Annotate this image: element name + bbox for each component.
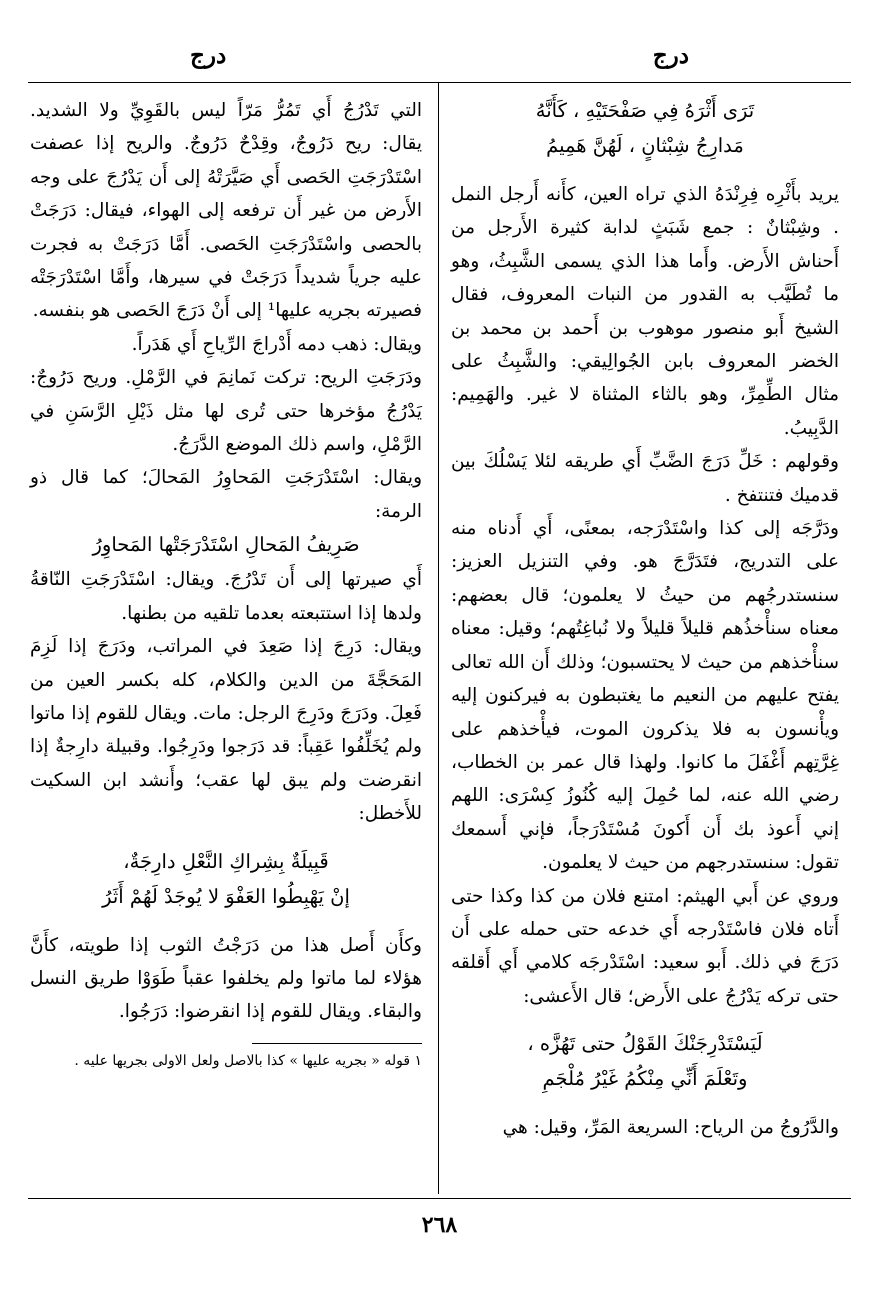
paragraph: يريد بأَثْرِه فِرِنْدَهُ الذي تراه العين، كأَنه أَرجل النمل . وشِبْثانٌ : جمع شَبَثٍ لدابة كثيرة الأَرجل من أَحناش الأَرض. وأَما هذا الذي يسمى الشَّبِثُ، وهو ما تُطَيَّب به القدور من النبات المعروف، فقال الشيخ أَبو منصور موهوب بن أَحمد بن محمد بن الخضر المعروف بابن الجُوالِيقي: والشَّبِثُ على مثال الطِّمِرِّ، وهو بالثاء المثناة لا غير. والهَمِيم: الدَّبِيبُ. — [451, 184, 839, 439]
page-number: ٢٦٨ — [421, 1212, 458, 1238]
verse-line: صَرِيفُ المَحالِ اسْتَدْرَجَتْها المَحاوِرُ — [92, 533, 360, 557]
paragraph: ودَرَّجَه إلى كذا واسْتَدْرَجه، بمعنًى، أَي أَدناه منه على التدريج، فتَدَرَّجَ هو. وفي التنزيل العزيز: سنستدرجُهم من حيثُ لا يعلمون؛ قال بعضهم: معناه سنأْخذُهم قليلاً قليلاً ولا نُباغِتُهم؛ وقيل: معناه سنأْخذهم من حيث لا يحتسبون؛ وذلك أَن الله تعالى يفتح عليهم من النعيم ما يغتبطون به فيركنون إليه ويأْنسون به فلا يذكرون الموت، فيأْخذهم على غِرَّتِهم أَغْفَلَ ما كانوا. ولهذا قال عمر بن الخطاب، رضي الله عنه، لما حُمِلَ إليه كُنُوزُ كِسْرَى: اللهم إني أَعوذ بك أَن أَكونَ مُسْتَدْرَجاً، فإني أَسمعك تقول: سنستدرجهم من حيث لا يعلمون. — [451, 518, 839, 874]
bottom-rule — [28, 1198, 851, 1199]
verse-line: وتَعْلَمَ أَنِّي مِنْكُمُ غَيْرُ مُلْجَمِ — [542, 1067, 748, 1091]
paragraph: أَي صيرتها إلى أَن تَدْرُجَ. ويقال: اسْتَدْرَجَتِ النّاقةُ ولدها إذا استتبعته بعدما تلقيه من بطنها. — [30, 569, 422, 624]
verse — [451, 1027, 839, 1095]
paragraph: والدَّرُوجُ من الرياح: السريعة المَرِّ، وقيل: هي — [502, 1117, 839, 1139]
left-column — [30, 94, 422, 1072]
footnote: ١ قوله « بجريه عليها » كذا بالاصل ولعل الاولى بجريها عليه . — [74, 1052, 422, 1069]
paragraph: ويقال: ذهب دمه أَدْراجَ الرِّياحِ أَي هَدَراً. — [131, 333, 422, 355]
top-rule — [28, 82, 851, 83]
verse — [30, 845, 422, 913]
paragraph: وكأَن أَصل هذا من دَرَجْتُ الثوب إذا طويته، كأَنَّ هؤلاء لما ماتوا ولم يخلفوا عقباً طَوَوْا طريق النسل والبقاء. ويقال للقوم إذا انقرضوا: دَرَجُوا. — [30, 934, 422, 1023]
verse-line: مَدارِجُ شِبْثانٍ ، لَهُنَّ هَمِيمُ — [546, 134, 744, 157]
header-left: درج — [190, 42, 227, 69]
right-column — [451, 94, 839, 1145]
verse-line: لَيَسْتَدْرِجَنْكَ القَوْلُ حتى تَهُزَّه ، — [527, 1032, 763, 1056]
paragraph: ودَرَجَتِ الريح: تركت نَمانِمَ في الرَّمْلِ. وريح دَرُوجٌ: يَدْرُجُ مؤخرها حتى تُرى لها مثل ذَيْلِ الرَّسَنِ في الرَّمْلِ، واسم ذلك الموضع الدَّرَجُ. — [30, 367, 422, 456]
footnote-rule — [252, 1043, 422, 1044]
paragraph: وقولهم : خَلِّ دَرَجَ الضَّبِّ أَي طريقه لئلا يَسْلُكَ بين قدميك فتنتفخ . — [451, 451, 839, 506]
paragraph: ويقال: دَرِجَ إذا صَعِدَ في المراتب، ودَرَجَ إذا لَزِمَ المَحَجَّةَ من الدين والكلام، كله بكسر العين من فَعِلَ. ودَرَجَ ودَرِجَ الرجل: مات. ويقال للقوم إذا ماتوا ولم يُخَلِّفُوا عَقِباً: قد دَرَجوا ودَرِجُوا. وقبيلة دارِجةٌ إذا انقرضت ولم يبق لها عقب؛ وأَنشد ابن السكيت للأَخطل: — [30, 636, 422, 825]
verse — [451, 94, 839, 162]
verse-line: تَرَى أَثْرَهُ فِي صَفْحَتَيْهِ ، كَأَنَّهُ — [535, 99, 755, 122]
header-right: درج — [652, 42, 689, 69]
column-divider — [438, 82, 439, 1194]
verse — [30, 528, 422, 561]
verse-line: قَبِيلَةٌ بِشِراكِ النَّعْلِ دارِجَةٌ، — [123, 849, 329, 873]
paragraph: وروي عن أَبي الهيثم: امتنع فلان من كذا وكذا حتى أَتاه فلان فاسْتَدْرجه أَي خدعه حتى حمله على أَن دَرَجَ في ذلك. أَبو سعيد: اسْتَدْرجَه كلامي أَي أَقلقه حتى تركه يَدْرُجُ على الأَرض؛ قال الأَعشى: — [451, 885, 839, 1007]
paragraph: ويقال: اسْتَدْرَجَتِ المَحاوِرُ المَحالَ؛ كما قال ذو الرمة: — [30, 467, 422, 522]
verse-line: إنْ يَهْبِطُوا العَفْوَ لا يُوجَدْ لَهُمْ أَثَرُ — [102, 884, 350, 908]
paragraph: التي تَدْرُجُ أَي تَمُرُّ مَرّاً ليس بالقَوِيِّ ولا الشديد. يقال: ريح دَرُوجٌ، وقِدْحٌ دَرُوجٌ. والريح إذا عصفت اسْتَدْرَجَتِ الحَصى أَي صَيَّرَتْهُ إلى أَن يَدْرُجَ على وجه الأَرض من غير أَن ترفعه إلى الهواء، فيقال: دَرَجَتْ بالحصى واسْتَدْرَجَتِ الحَصى. أَمَّا دَرَجَتْ به فجرت عليه جرياً شديداً دَرَجَتْ في سيرها، وأَمَّا اسْتَدْرَجَتْه فصيرته بجريه عليها¹ إلى أَنْ دَرَجَ الحَصى هو بنفسه. — [30, 100, 422, 322]
